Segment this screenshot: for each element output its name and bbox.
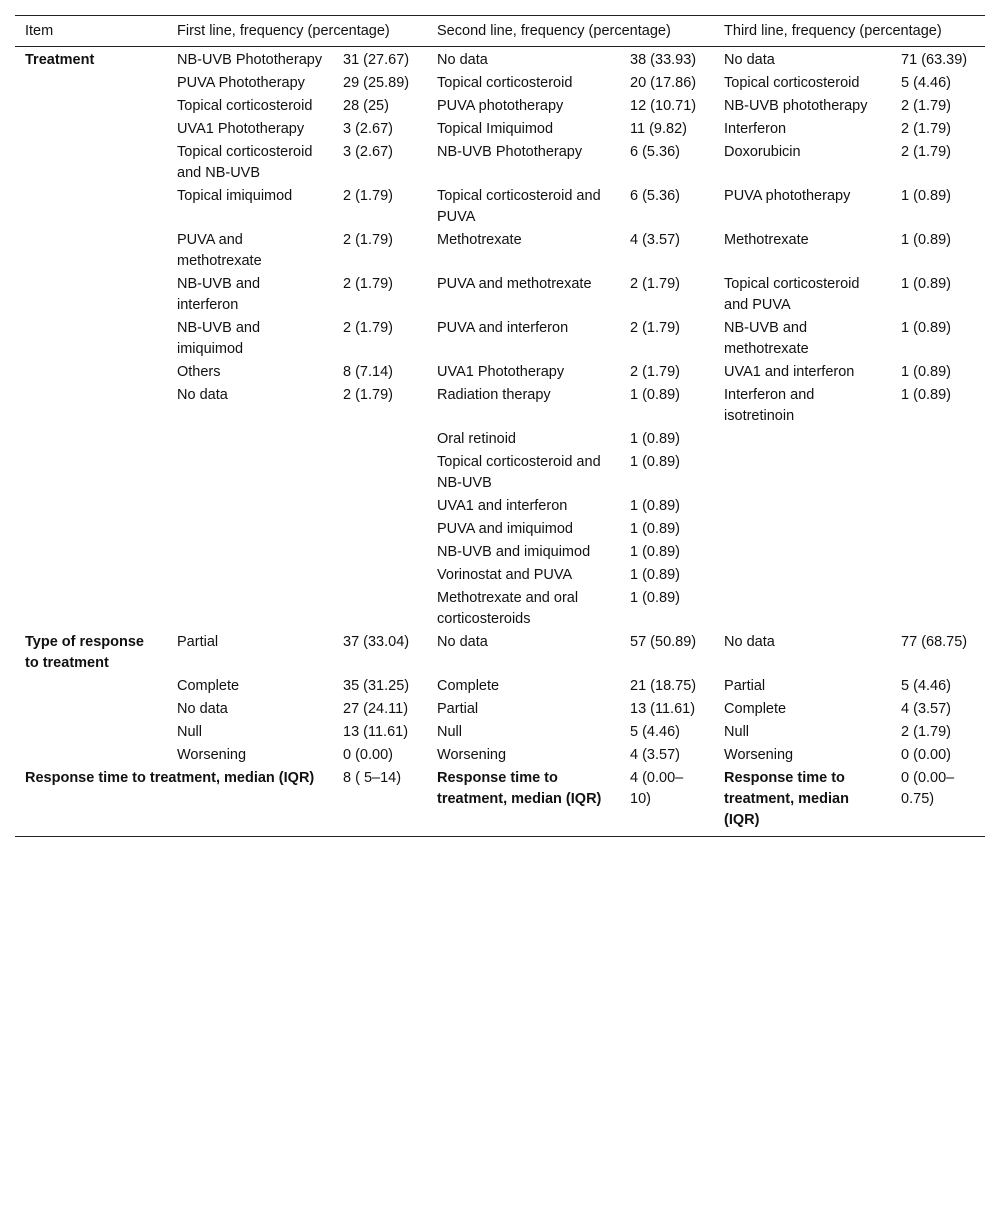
first-line-label xyxy=(167,495,333,518)
first-line-label: NB-UVB and imiquimod xyxy=(177,320,261,357)
second-line-value: 2 (1.79) xyxy=(630,364,680,380)
second-line-value: 1 (0.89) xyxy=(630,387,680,403)
second-line-label: Topical corticosteroid xyxy=(437,75,573,91)
second-line-label: Oral retinoid xyxy=(437,431,516,447)
first-line-label xyxy=(167,541,333,564)
second-line-label: PUVA and methotrexate xyxy=(437,276,592,292)
empty-cell xyxy=(15,141,167,185)
first-line-label: PUVA Phototherapy xyxy=(177,75,305,91)
third-line-label xyxy=(714,451,891,495)
first-line-value: 13 (11.61) xyxy=(343,724,409,740)
second-line-label: Worsening xyxy=(437,747,507,763)
treatment-row xyxy=(15,541,985,564)
third-line-value: 2 (1.79) xyxy=(901,724,952,740)
third-line-label xyxy=(714,495,891,518)
empty-cell xyxy=(15,317,167,361)
first-line-label: Others xyxy=(177,364,221,380)
empty-cell xyxy=(15,721,167,744)
treatment-row xyxy=(15,118,985,141)
third-line-value xyxy=(891,518,985,541)
empty-cell xyxy=(15,675,167,698)
second-line-label: Methotrexate xyxy=(437,232,522,248)
first-line-label: Complete xyxy=(177,678,240,694)
header-third-line: Third line, frequency (percentage) xyxy=(714,16,985,47)
first-line-value: 35 (31.25) xyxy=(343,678,410,694)
first-line-value xyxy=(333,428,427,451)
response-type-row xyxy=(15,631,985,675)
first-line-label: UVA1 Phototherapy xyxy=(177,121,305,137)
third-line-label: Interferon and isotretinoin xyxy=(724,387,815,424)
third-line-label: Interferon xyxy=(724,121,787,137)
first-line-value: 29 (25.89) xyxy=(343,75,410,91)
second-line-label: Radiation therapy xyxy=(437,387,551,403)
first-line-value: 31 (27.67) xyxy=(343,52,410,68)
third-line-label: No data xyxy=(724,52,775,68)
second-line-label: Complete xyxy=(437,678,500,694)
third-line-value: 1 (0.89) xyxy=(901,387,952,403)
empty-cell xyxy=(15,384,167,428)
response-time-label-second: Response time to treatment, median (IQR) xyxy=(427,767,620,837)
first-line-value xyxy=(333,587,427,631)
second-line-label: Null xyxy=(437,724,462,740)
empty-cell xyxy=(15,587,167,631)
first-line-value xyxy=(333,541,427,564)
empty-cell xyxy=(15,229,167,273)
third-line-value: 1 (0.89) xyxy=(901,232,952,248)
treatment-response-table xyxy=(15,15,985,837)
treatment-row xyxy=(15,317,985,361)
second-line-value: 2 (1.79) xyxy=(630,276,680,292)
third-line-value: 2 (1.79) xyxy=(901,121,952,137)
second-line-label: PUVA phototherapy xyxy=(437,98,564,114)
first-line-label xyxy=(167,564,333,587)
second-line-value: 1 (0.89) xyxy=(630,521,680,537)
treatment-row xyxy=(15,361,985,384)
second-line-value: 11 (9.82) xyxy=(630,121,687,137)
second-line-value: 38 (33.93) xyxy=(630,52,697,68)
first-line-label xyxy=(167,587,333,631)
first-line-label: PUVA and methotrexate xyxy=(177,232,262,269)
second-line-value: 20 (17.86) xyxy=(630,75,697,91)
empty-cell xyxy=(15,361,167,384)
third-line-value: 1 (0.89) xyxy=(901,364,952,380)
treatment-row xyxy=(15,384,985,428)
empty-cell xyxy=(15,744,167,767)
treatment-row xyxy=(15,141,985,185)
empty-cell xyxy=(15,564,167,587)
third-line-label: No data xyxy=(724,634,775,650)
second-line-value: 4 (3.57) xyxy=(630,747,680,763)
empty-cell xyxy=(15,698,167,721)
second-line-value: 1 (0.89) xyxy=(630,567,680,583)
third-line-value: 71 (63.39) xyxy=(901,52,968,68)
third-line-label: Methotrexate xyxy=(724,232,809,248)
second-line-label: Vorinostat and PUVA xyxy=(437,567,573,583)
third-line-label xyxy=(714,428,891,451)
treatment-row xyxy=(15,564,985,587)
first-line-value xyxy=(333,451,427,495)
header-first-line: First line, frequency (percentage) xyxy=(167,16,427,47)
first-line-value: 2 (1.79) xyxy=(343,188,393,204)
second-line-value: 1 (0.89) xyxy=(630,544,680,560)
first-line-value: 28 (25) xyxy=(343,98,389,114)
second-line-value: 6 (5.36) xyxy=(630,144,680,160)
second-line-value: 2 (1.79) xyxy=(630,320,680,336)
response-type-label: Type of response to treatment xyxy=(25,634,144,671)
response-type-row xyxy=(15,721,985,744)
header-row xyxy=(15,16,985,47)
first-line-label xyxy=(167,451,333,495)
response-time-label-third: Response time to treatment, median (IQR) xyxy=(714,767,891,837)
empty-cell xyxy=(15,72,167,95)
third-line-value xyxy=(891,495,985,518)
treatment-row xyxy=(15,451,985,495)
third-line-label: Partial xyxy=(724,678,766,694)
third-line-label xyxy=(714,564,891,587)
first-line-label: Worsening xyxy=(177,747,247,763)
response-time-label-first: Response time to treatment, median (IQR) xyxy=(15,767,333,837)
first-line-label: NB-UVB Phototherapy xyxy=(177,52,323,68)
treatment-row xyxy=(15,229,985,273)
second-line-value: 6 (5.36) xyxy=(630,188,680,204)
first-line-value xyxy=(333,495,427,518)
first-line-label: Topical corticosteroid xyxy=(177,98,313,114)
third-line-label: NB-UVB and methotrexate xyxy=(724,320,809,357)
third-line-value: 0 (0.00) xyxy=(901,747,952,763)
second-line-value: 1 (0.89) xyxy=(630,590,680,606)
first-line-label: Topical corticosteroid and NB-UVB xyxy=(177,144,313,181)
second-line-label: No data xyxy=(437,52,488,68)
empty-cell xyxy=(15,428,167,451)
response-time-row xyxy=(15,767,985,837)
treatment-row xyxy=(15,495,985,518)
response-time-value-third: 0 (0.00–0.75) xyxy=(891,767,985,837)
second-line-label: PUVA and interferon xyxy=(437,320,569,336)
third-line-label: Doxorubicin xyxy=(724,144,801,160)
third-line-label: Topical corticosteroid xyxy=(724,75,860,91)
first-line-label: No data xyxy=(177,701,228,717)
second-line-label: NB-UVB and imiquimod xyxy=(437,544,591,560)
first-line-label: Null xyxy=(177,724,202,740)
second-line-value: 1 (0.89) xyxy=(630,498,680,514)
treatment-row xyxy=(15,273,985,317)
treatment-label: Treatment xyxy=(25,52,95,68)
second-line-label: Partial xyxy=(437,701,479,717)
second-line-value: 21 (18.75) xyxy=(630,678,697,694)
second-line-value: 13 (11.61) xyxy=(630,701,696,717)
first-line-value: 3 (2.67) xyxy=(343,144,393,160)
second-line-value: 5 (4.46) xyxy=(630,724,680,740)
first-line-label: Topical imiquimod xyxy=(177,188,293,204)
first-line-label: No data xyxy=(177,387,228,403)
third-line-value xyxy=(891,564,985,587)
third-line-value: 1 (0.89) xyxy=(901,276,952,292)
third-line-label: PUVA phototherapy xyxy=(724,188,851,204)
second-line-value: 57 (50.89) xyxy=(630,634,697,650)
response-type-row xyxy=(15,675,985,698)
empty-cell xyxy=(15,273,167,317)
third-line-value: 2 (1.79) xyxy=(901,144,952,160)
second-line-label: UVA1 and interferon xyxy=(437,498,568,514)
third-line-label xyxy=(714,587,891,631)
third-line-value: 77 (68.75) xyxy=(901,634,968,650)
first-line-value xyxy=(333,518,427,541)
third-line-value: 1 (0.89) xyxy=(901,188,952,204)
second-line-value: 4 (3.57) xyxy=(630,232,680,248)
third-line-value: 5 (4.46) xyxy=(901,75,952,91)
third-line-label: Null xyxy=(724,724,750,740)
second-line-label: Methotrexate and oral corticosteroids xyxy=(437,590,579,627)
empty-cell xyxy=(15,451,167,495)
third-line-value: 1 (0.89) xyxy=(901,320,952,336)
second-line-label: Topical corticosteroid and PUVA xyxy=(437,188,601,225)
first-line-value: 27 (24.11) xyxy=(343,701,409,717)
first-line-value xyxy=(333,564,427,587)
third-line-label: Worsening xyxy=(724,747,794,763)
empty-cell xyxy=(15,185,167,229)
first-line-value: 2 (1.79) xyxy=(343,387,393,403)
third-line-value xyxy=(891,451,985,495)
treatment-row xyxy=(15,72,985,95)
second-line-label: UVA1 Phototherapy xyxy=(437,364,565,380)
empty-cell xyxy=(15,518,167,541)
first-line-label xyxy=(167,518,333,541)
empty-cell xyxy=(15,118,167,141)
third-line-value xyxy=(891,541,985,564)
empty-cell xyxy=(15,495,167,518)
table-body xyxy=(15,47,985,837)
header-second-line: Second line, frequency (percentage) xyxy=(427,16,714,47)
first-line-value: 2 (1.79) xyxy=(343,320,393,336)
treatment-row xyxy=(15,587,985,631)
second-line-value: 1 (0.89) xyxy=(630,431,680,447)
header-item: Item xyxy=(15,16,167,47)
response-type-row xyxy=(15,698,985,721)
first-line-label xyxy=(167,428,333,451)
first-line-value: 2 (1.79) xyxy=(343,232,393,248)
first-line-value: 2 (1.79) xyxy=(343,276,393,292)
third-line-label: UVA1 and interferon xyxy=(724,364,855,380)
third-line-label: Complete xyxy=(724,701,787,717)
second-line-label: No data xyxy=(437,634,488,650)
third-line-label: Topical corticosteroid and PUVA xyxy=(724,276,860,313)
third-line-value: 4 (3.57) xyxy=(901,701,952,717)
first-line-label: Partial xyxy=(177,634,219,650)
second-line-value: 1 (0.89) xyxy=(630,454,680,470)
treatment-row xyxy=(15,518,985,541)
third-line-value: 5 (4.46) xyxy=(901,678,952,694)
third-line-label xyxy=(714,541,891,564)
response-type-row xyxy=(15,744,985,767)
treatment-row xyxy=(15,428,985,451)
first-line-label: NB-UVB and interferon xyxy=(177,276,261,313)
treatment-row xyxy=(15,185,985,229)
third-line-label xyxy=(714,518,891,541)
second-line-value: 12 (10.71) xyxy=(630,98,697,114)
third-line-value xyxy=(891,587,985,631)
third-line-label: NB-UVB phototherapy xyxy=(724,98,868,114)
response-time-value-second: 4 (0.00–10) xyxy=(620,767,714,837)
treatment-row xyxy=(15,47,985,73)
third-line-value: 2 (1.79) xyxy=(901,98,952,114)
third-line-value xyxy=(891,428,985,451)
first-line-value: 37 (33.04) xyxy=(343,634,410,650)
second-line-label: NB-UVB Phototherapy xyxy=(437,144,583,160)
response-time-value-first: 8 ( 5–14) xyxy=(333,767,427,837)
treatment-row xyxy=(15,95,985,118)
empty-cell xyxy=(15,541,167,564)
second-line-label: Topical Imiquimod xyxy=(437,121,554,137)
empty-cell xyxy=(15,95,167,118)
second-line-label: PUVA and imiquimod xyxy=(437,521,573,537)
first-line-value: 0 (0.00) xyxy=(343,747,393,763)
second-line-label: Topical corticosteroid and NB-UVB xyxy=(437,454,601,491)
first-line-value: 8 (7.14) xyxy=(343,364,393,380)
first-line-value: 3 (2.67) xyxy=(343,121,393,137)
